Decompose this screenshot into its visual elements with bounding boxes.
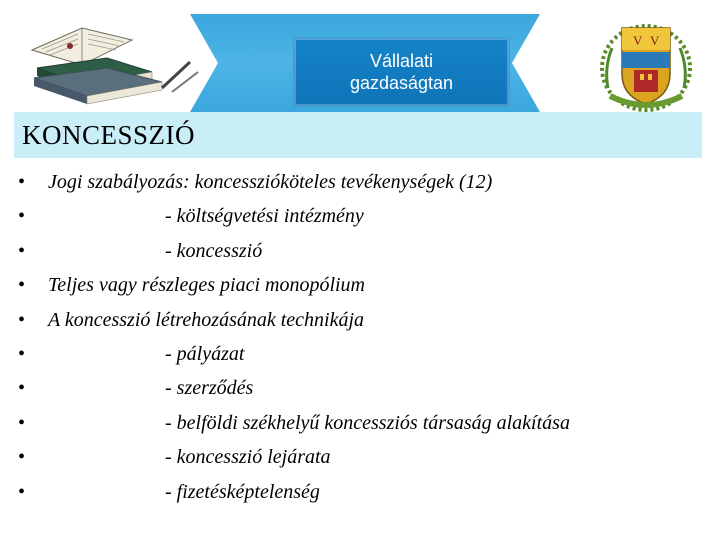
bullet-icon: • (18, 480, 26, 503)
list-item-text: - koncesszió lejárata (165, 446, 331, 469)
bullet-icon: • (18, 377, 26, 400)
list-item-text: - koncesszió (165, 239, 263, 262)
list-item-text: - költségvetési intézmény (165, 205, 364, 228)
course-title-line1: Vállalati (369, 51, 434, 71)
bullet-icon: • (18, 205, 26, 228)
bullet-icon: • (18, 239, 26, 262)
list-item-text: Teljes vagy részleges piaci monopólium (48, 274, 366, 297)
bullet-list (18, 170, 708, 514)
list-item (18, 204, 708, 238)
list-item (18, 308, 708, 342)
bullet-icon: • (18, 342, 26, 365)
books-icon (12, 10, 202, 110)
course-title-line2: gazdaságtan (349, 73, 454, 93)
list-item (18, 411, 708, 445)
course-title-box (293, 37, 510, 107)
list-item (18, 376, 708, 410)
list-item (18, 342, 708, 376)
bullet-icon: • (18, 446, 26, 469)
list-item (18, 239, 708, 273)
list-item-text: - fizetésképtelenség (165, 480, 320, 503)
list-item-text: - szerződés (165, 377, 254, 400)
list-item-text: Jogi szabályozás: koncesszióköteles tevékenységek (12) (48, 171, 493, 193)
list-item-text: A koncesszió létrehozásának technikája (48, 308, 365, 331)
university-crest-icon (598, 18, 694, 114)
bullet-icon: • (18, 308, 26, 331)
bullet-icon: • (18, 274, 26, 297)
list-item (18, 273, 708, 307)
bullet-icon: • (18, 411, 26, 434)
svg-text:V: V (650, 33, 660, 48)
list-item (18, 480, 708, 514)
slide-title: KONCESSZIÓ (14, 112, 702, 158)
list-item-text: - pályázat (165, 342, 245, 365)
list-item (18, 170, 708, 204)
list-item-text: - belföldi székhelyű koncessziós társaság alakítása (165, 411, 570, 434)
svg-text:V: V (633, 33, 643, 48)
list-item (18, 445, 708, 479)
bullet-icon: • (18, 171, 26, 193)
